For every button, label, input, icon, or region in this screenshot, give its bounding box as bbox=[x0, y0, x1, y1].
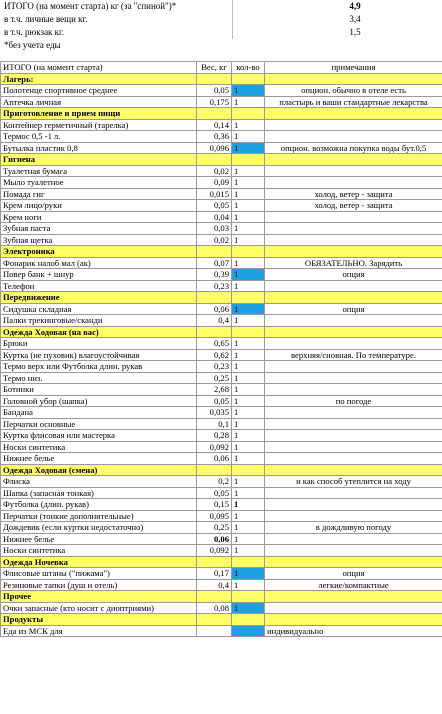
item-name-cell[interactable]: Термо низ. bbox=[1, 372, 197, 384]
qty-cell[interactable]: 1 bbox=[232, 602, 265, 614]
section-empty-cell[interactable] bbox=[197, 154, 232, 166]
header-note[interactable]: примечания bbox=[265, 62, 442, 74]
summary-label[interactable]: в т.ч. личные вещи кг. bbox=[4, 14, 88, 24]
item-name-cell[interactable]: Телефон bbox=[1, 280, 197, 292]
section-empty-cell[interactable] bbox=[197, 326, 232, 338]
note-cell[interactable]: опция bbox=[265, 303, 442, 315]
qty-cell[interactable]: 1 bbox=[232, 372, 265, 384]
qty-cell[interactable]: 1 bbox=[232, 269, 265, 281]
item-row bbox=[1, 602, 442, 614]
item-name-cell[interactable]: Крем лицо/руки bbox=[1, 200, 197, 212]
qty-cell[interactable]: 1 bbox=[232, 200, 265, 212]
weight-cell[interactable]: 0,23 bbox=[197, 361, 232, 373]
qty-cell[interactable]: 1 bbox=[232, 510, 265, 522]
weight-cell[interactable]: 0,06 bbox=[197, 303, 232, 315]
weight-cell[interactable]: 0,25 bbox=[197, 372, 232, 384]
item-row bbox=[1, 165, 442, 177]
item-row bbox=[1, 211, 442, 223]
qty-cell[interactable]: 1 bbox=[232, 487, 265, 499]
weight-cell[interactable]: 0,36 bbox=[197, 131, 232, 143]
note-cell[interactable] bbox=[265, 487, 442, 499]
note-cell[interactable]: опцион. возможна покупка воды бут.0,5 bbox=[265, 142, 442, 154]
item-row bbox=[1, 349, 442, 361]
weight-cell[interactable]: 0,092 bbox=[197, 545, 232, 557]
weight-cell[interactable]: 2,68 bbox=[197, 384, 232, 396]
note-cell[interactable]: и как способ утеплится на ходу bbox=[265, 476, 442, 488]
item-name-cell[interactable]: Бандана bbox=[1, 407, 197, 419]
item-name-cell[interactable]: Аптечка личная bbox=[1, 96, 197, 108]
item-name-cell[interactable]: Флиска bbox=[1, 476, 197, 488]
section-empty-cell[interactable] bbox=[197, 556, 232, 568]
qty-cell[interactable]: 1 bbox=[232, 315, 265, 327]
item-name-cell[interactable]: Куртка флисовая или мастерка bbox=[1, 430, 197, 442]
item-row bbox=[1, 568, 442, 580]
section-title[interactable]: Гигиена bbox=[1, 154, 197, 166]
qty-cell[interactable]: 1 bbox=[232, 568, 265, 580]
item-name-cell[interactable]: Мыло туалетное bbox=[1, 177, 197, 189]
qty-cell[interactable]: 1 bbox=[232, 211, 265, 223]
section-empty-cell[interactable] bbox=[265, 292, 442, 304]
section-title[interactable]: Передвижение bbox=[1, 292, 197, 304]
item-row bbox=[1, 441, 442, 453]
qty-cell[interactable]: 1 bbox=[232, 533, 265, 545]
item-row bbox=[1, 430, 442, 442]
section-empty-cell[interactable] bbox=[232, 464, 265, 476]
weight-cell[interactable]: 0,05 bbox=[197, 85, 232, 97]
weight-cell[interactable]: 0,02 bbox=[197, 234, 232, 246]
item-name-cell[interactable]: Резиновые тапки (душ и отель) bbox=[1, 579, 197, 591]
weight-cell[interactable]: 0,14 bbox=[197, 119, 232, 131]
weight-cell[interactable]: 0,06 bbox=[197, 453, 232, 465]
note-cell[interactable]: опция bbox=[265, 568, 442, 580]
item-row bbox=[1, 269, 442, 281]
note-cell[interactable] bbox=[265, 384, 442, 396]
note-cell[interactable] bbox=[265, 131, 442, 143]
weight-cell[interactable]: 0,06 bbox=[197, 533, 232, 545]
qty-cell[interactable]: 1 bbox=[232, 177, 265, 189]
summary-label[interactable]: ИТОГО (на момент старта) кг (за "спиной")* bbox=[4, 1, 177, 11]
weight-cell[interactable]: 0,015 bbox=[197, 188, 232, 200]
section-empty-cell[interactable] bbox=[265, 556, 442, 568]
section-empty-cell[interactable] bbox=[265, 326, 442, 338]
qty-cell[interactable]: 1 bbox=[232, 85, 265, 97]
weight-cell[interactable]: 0,096 bbox=[197, 142, 232, 154]
qty-cell[interactable]: 1 bbox=[232, 119, 265, 131]
weight-cell[interactable]: 0,03 bbox=[197, 223, 232, 235]
item-name-cell[interactable]: Палки трекинговые/сканди bbox=[1, 315, 197, 327]
note-cell[interactable] bbox=[265, 453, 442, 465]
section-empty-cell[interactable] bbox=[232, 556, 265, 568]
note-cell[interactable]: опция bbox=[265, 269, 442, 281]
note-cell[interactable] bbox=[265, 361, 442, 373]
note-cell[interactable]: холод, ветер - защита bbox=[265, 188, 442, 200]
section-empty-cell[interactable] bbox=[265, 108, 442, 120]
summary-divider bbox=[232, 0, 442, 39]
item-name-cell[interactable]: Футболка (длин. рукав) bbox=[1, 499, 197, 511]
section-empty-cell[interactable] bbox=[197, 292, 232, 304]
item-row bbox=[1, 476, 442, 488]
note-cell[interactable]: в дождливую погоду bbox=[265, 522, 442, 534]
note-cell[interactable]: ОБЯЗАТЕЛЬНО. Зарядить bbox=[265, 257, 442, 269]
item-name-cell[interactable]: Куртка (не пуховик) влагоустойчивая bbox=[1, 349, 197, 361]
section-title[interactable]: Электроника bbox=[1, 246, 197, 258]
item-name-cell[interactable]: Нижнее белье bbox=[1, 533, 197, 545]
item-row bbox=[1, 177, 442, 189]
item-row bbox=[1, 579, 442, 591]
item-name-cell[interactable]: Перчатки основные bbox=[1, 418, 197, 430]
item-row bbox=[1, 85, 442, 97]
weight-cell[interactable]: 0,04 bbox=[197, 211, 232, 223]
item-name-cell[interactable]: Носки синтетика bbox=[1, 441, 197, 453]
qty-cell[interactable]: 1 bbox=[232, 234, 265, 246]
section-empty-cell[interactable] bbox=[265, 73, 442, 85]
section-empty-cell[interactable] bbox=[265, 614, 442, 626]
note-cell[interactable]: пластырь и ваши стандартные лекарства bbox=[265, 96, 442, 108]
section-empty-cell[interactable] bbox=[232, 154, 265, 166]
section-empty-cell[interactable] bbox=[197, 614, 232, 626]
summary-value[interactable]: 4,9 bbox=[349, 1, 361, 11]
qty-cell[interactable]: 1 bbox=[232, 579, 265, 591]
weight-cell[interactable]: 0,035 bbox=[197, 407, 232, 419]
section-row bbox=[1, 108, 442, 120]
section-empty-cell[interactable] bbox=[232, 108, 265, 120]
qty-cell[interactable] bbox=[232, 625, 265, 637]
section-empty-cell[interactable] bbox=[265, 154, 442, 166]
item-name-cell[interactable]: Дождевик (если куртки недостаточно) bbox=[1, 522, 197, 534]
item-row bbox=[1, 545, 442, 557]
section-empty-cell[interactable] bbox=[232, 591, 265, 603]
qty-cell[interactable]: 1 bbox=[232, 395, 265, 407]
item-name-cell[interactable]: Фонарик налоб мал (ак) bbox=[1, 257, 197, 269]
item-name-cell[interactable]: Термос 0,5 -1 л. bbox=[1, 131, 197, 143]
weight-cell[interactable]: 0,092 bbox=[197, 441, 232, 453]
note-cell[interactable] bbox=[265, 280, 442, 292]
weight-cell[interactable]: 0,23 bbox=[197, 280, 232, 292]
item-name-cell[interactable]: Нижнее белье bbox=[1, 453, 197, 465]
section-empty-cell[interactable] bbox=[265, 591, 442, 603]
item-name-cell[interactable]: Крем ноги bbox=[1, 211, 197, 223]
section-title[interactable]: Продукты bbox=[1, 614, 197, 626]
weight-cell[interactable]: 0,05 bbox=[197, 395, 232, 407]
qty-cell[interactable]: 1 bbox=[232, 142, 265, 154]
section-title[interactable]: Одежда Ходовая (смена) bbox=[1, 464, 197, 476]
item-row bbox=[1, 257, 442, 269]
item-row bbox=[1, 522, 442, 534]
section-empty-cell[interactable] bbox=[232, 246, 265, 258]
qty-cell[interactable]: 1 bbox=[232, 441, 265, 453]
qty-cell[interactable]: 1 bbox=[232, 188, 265, 200]
section-title[interactable]: Прочее bbox=[1, 591, 197, 603]
item-row bbox=[1, 487, 442, 499]
note-cell[interactable] bbox=[265, 338, 442, 350]
item-name-cell[interactable]: Бутылка пластик 0,8 bbox=[1, 142, 197, 154]
item-row bbox=[1, 418, 442, 430]
section-empty-cell[interactable] bbox=[197, 73, 232, 85]
item-row bbox=[1, 510, 442, 522]
item-row bbox=[1, 303, 442, 315]
item-name-cell[interactable]: Носки синтетика bbox=[1, 545, 197, 557]
item-row bbox=[1, 453, 442, 465]
weight-cell[interactable]: 0,17 bbox=[197, 568, 232, 580]
section-empty-cell[interactable] bbox=[265, 464, 442, 476]
weight-cell[interactable]: 0,2 bbox=[197, 476, 232, 488]
section-row bbox=[1, 591, 442, 603]
item-name-cell[interactable]: Сидушка складная bbox=[1, 303, 197, 315]
summary-label[interactable]: *без учета еды bbox=[4, 40, 61, 50]
item-name-cell[interactable]: Флисовые штаны ("пижама") bbox=[1, 568, 197, 580]
header-row bbox=[1, 62, 442, 74]
qty-cell[interactable]: 1 bbox=[232, 407, 265, 419]
item-row bbox=[1, 119, 442, 131]
section-row bbox=[1, 73, 442, 85]
weight-cell[interactable]: 0,62 bbox=[197, 349, 232, 361]
note-cell[interactable] bbox=[265, 533, 442, 545]
section-empty-cell[interactable] bbox=[197, 108, 232, 120]
section-title[interactable]: Приготовление и прием пищи bbox=[1, 108, 197, 120]
weight-cell[interactable]: 0,02 bbox=[197, 165, 232, 177]
section-row bbox=[1, 154, 442, 166]
qty-cell[interactable]: 1 bbox=[232, 418, 265, 430]
qty-cell[interactable]: 1 bbox=[232, 430, 265, 442]
section-row bbox=[1, 556, 442, 568]
section-title[interactable]: Одежда Ходовая (на вас) bbox=[1, 326, 197, 338]
item-row bbox=[1, 533, 442, 545]
note-cell[interactable] bbox=[265, 430, 442, 442]
item-row bbox=[1, 223, 442, 235]
section-empty-cell[interactable] bbox=[197, 464, 232, 476]
note-cell[interactable] bbox=[265, 211, 442, 223]
note-cell[interactable] bbox=[265, 510, 442, 522]
item-name-cell[interactable]: Еда из МСК для bbox=[1, 625, 197, 637]
weight-cell[interactable]: 0,095 bbox=[197, 510, 232, 522]
weight-cell[interactable]: 0,15 bbox=[197, 499, 232, 511]
header-item[interactable]: ИТОГО (на момент старта) bbox=[1, 62, 197, 74]
qty-cell[interactable]: 1 bbox=[232, 257, 265, 269]
item-row bbox=[1, 395, 442, 407]
note-cell[interactable]: по погоде bbox=[265, 395, 442, 407]
item-name-cell[interactable]: Контейнер герметичный (тарелка) bbox=[1, 119, 197, 131]
section-row bbox=[1, 464, 442, 476]
section-row bbox=[1, 292, 442, 304]
weight-cell[interactable]: 0,4 bbox=[197, 579, 232, 591]
section-empty-cell[interactable] bbox=[232, 73, 265, 85]
note-cell[interactable] bbox=[265, 315, 442, 327]
item-row bbox=[1, 96, 442, 108]
weight-cell[interactable]: 0,05 bbox=[197, 487, 232, 499]
item-row bbox=[1, 625, 442, 637]
section-empty-cell[interactable] bbox=[265, 246, 442, 258]
qty-cell[interactable]: 1 bbox=[232, 522, 265, 534]
note-cell[interactable]: легкие/компактные bbox=[265, 579, 442, 591]
item-row bbox=[1, 384, 442, 396]
section-empty-cell[interactable] bbox=[197, 591, 232, 603]
weight-cell[interactable]: 0,08 bbox=[197, 602, 232, 614]
note-cell[interactable] bbox=[265, 602, 442, 614]
qty-cell[interactable]: 1 bbox=[232, 303, 265, 315]
weight-cell[interactable]: 0,25 bbox=[197, 522, 232, 534]
item-row bbox=[1, 131, 442, 143]
qty-cell[interactable]: 1 bbox=[232, 338, 265, 350]
qty-cell[interactable]: 1 bbox=[232, 96, 265, 108]
item-name-cell[interactable]: Повер банк + шнур bbox=[1, 269, 197, 281]
item-row bbox=[1, 315, 442, 327]
item-row bbox=[1, 338, 442, 350]
qty-cell[interactable]: 1 bbox=[232, 223, 265, 235]
section-row bbox=[1, 326, 442, 338]
qty-cell[interactable]: 1 bbox=[232, 476, 265, 488]
item-row bbox=[1, 372, 442, 384]
weight-cell[interactable]: 0,1 bbox=[197, 418, 232, 430]
section-empty-cell[interactable] bbox=[232, 614, 265, 626]
item-name-cell[interactable]: Ботинки bbox=[1, 384, 197, 396]
section-title[interactable]: Одежда Ночевка bbox=[1, 556, 197, 568]
note-cell[interactable] bbox=[265, 177, 442, 189]
header-qty[interactable]: кол-во bbox=[232, 62, 265, 74]
section-empty-cell[interactable] bbox=[232, 326, 265, 338]
note-cell[interactable]: индивидуально bbox=[265, 625, 442, 637]
gear-table bbox=[0, 61, 442, 637]
note-cell[interactable] bbox=[265, 545, 442, 557]
section-row bbox=[1, 614, 442, 626]
summary-value[interactable]: 3,4 bbox=[349, 14, 361, 24]
item-name-cell[interactable]: Брюки bbox=[1, 338, 197, 350]
qty-cell[interactable]: 1 bbox=[232, 453, 265, 465]
item-row bbox=[1, 234, 442, 246]
section-title[interactable]: Лагерь: bbox=[1, 73, 197, 85]
qty-cell[interactable]: 1 bbox=[232, 499, 265, 511]
section-row bbox=[1, 246, 442, 258]
item-row bbox=[1, 499, 442, 511]
section-empty-cell[interactable] bbox=[197, 246, 232, 258]
qty-cell[interactable]: 1 bbox=[232, 165, 265, 177]
note-cell[interactable] bbox=[265, 165, 442, 177]
item-name-cell[interactable]: Туалетная бумага bbox=[1, 165, 197, 177]
note-cell[interactable]: опцион. обычно в отеле есть bbox=[265, 85, 442, 97]
item-row bbox=[1, 407, 442, 419]
item-name-cell[interactable]: Зубная щетка bbox=[1, 234, 197, 246]
summary-label[interactable]: в т.ч. рюкзак кг. bbox=[4, 27, 64, 37]
item-row bbox=[1, 188, 442, 200]
item-name-cell[interactable]: Головной убор (шапка) bbox=[1, 395, 197, 407]
header-weight[interactable]: Вес, кг bbox=[197, 62, 232, 74]
section-empty-cell[interactable] bbox=[232, 292, 265, 304]
weight-cell[interactable]: 0,05 bbox=[197, 200, 232, 212]
item-name-cell[interactable]: Полотенце спортивное среднее bbox=[1, 85, 197, 97]
item-name-cell[interactable]: Очки запасные (кто носит с диоптриями) bbox=[1, 602, 197, 614]
weight-cell[interactable]: 0,175 bbox=[197, 96, 232, 108]
item-name-cell[interactable]: Перчатки (тонкие дополнительные) bbox=[1, 510, 197, 522]
note-cell[interactable] bbox=[265, 234, 442, 246]
qty-cell[interactable]: 1 bbox=[232, 384, 265, 396]
qty-cell[interactable]: 1 bbox=[232, 131, 265, 143]
qty-cell[interactable]: 1 bbox=[232, 280, 265, 292]
summary-row bbox=[0, 39, 442, 52]
item-name-cell[interactable]: Зубная паста bbox=[1, 223, 197, 235]
item-row bbox=[1, 200, 442, 212]
item-row bbox=[1, 361, 442, 373]
qty-cell[interactable]: 1 bbox=[232, 545, 265, 557]
item-name-cell[interactable]: Помада гиг bbox=[1, 188, 197, 200]
weight-cell[interactable]: 0,09 bbox=[197, 177, 232, 189]
weight-cell[interactable]: 0,4 bbox=[197, 315, 232, 327]
qty-cell[interactable]: 1 bbox=[232, 349, 265, 361]
weight-cell[interactable] bbox=[197, 625, 232, 637]
qty-cell[interactable]: 1 bbox=[232, 361, 265, 373]
item-row bbox=[1, 142, 442, 154]
weight-cell[interactable]: 0,65 bbox=[197, 338, 232, 350]
note-cell[interactable] bbox=[265, 418, 442, 430]
note-cell[interactable]: холод, ветер - защита bbox=[265, 200, 442, 212]
summary-value[interactable]: 1,5 bbox=[349, 27, 361, 37]
weight-cell[interactable]: 0,07 bbox=[197, 257, 232, 269]
note-cell[interactable] bbox=[265, 223, 442, 235]
note-cell[interactable] bbox=[265, 407, 442, 419]
item-name-cell[interactable]: Термо верх или Футболка длин. рукав bbox=[1, 361, 197, 373]
item-name-cell[interactable]: Шапка (запасная тонкая) bbox=[1, 487, 197, 499]
note-cell[interactable]: верхняя/сновная. По температуре. bbox=[265, 349, 442, 361]
note-cell[interactable] bbox=[265, 119, 442, 131]
note-cell[interactable] bbox=[265, 372, 442, 384]
weight-cell[interactable]: 0,39 bbox=[197, 269, 232, 281]
note-cell[interactable] bbox=[265, 441, 442, 453]
item-row bbox=[1, 280, 442, 292]
weight-cell[interactable]: 0,28 bbox=[197, 430, 232, 442]
note-cell[interactable] bbox=[265, 499, 442, 511]
